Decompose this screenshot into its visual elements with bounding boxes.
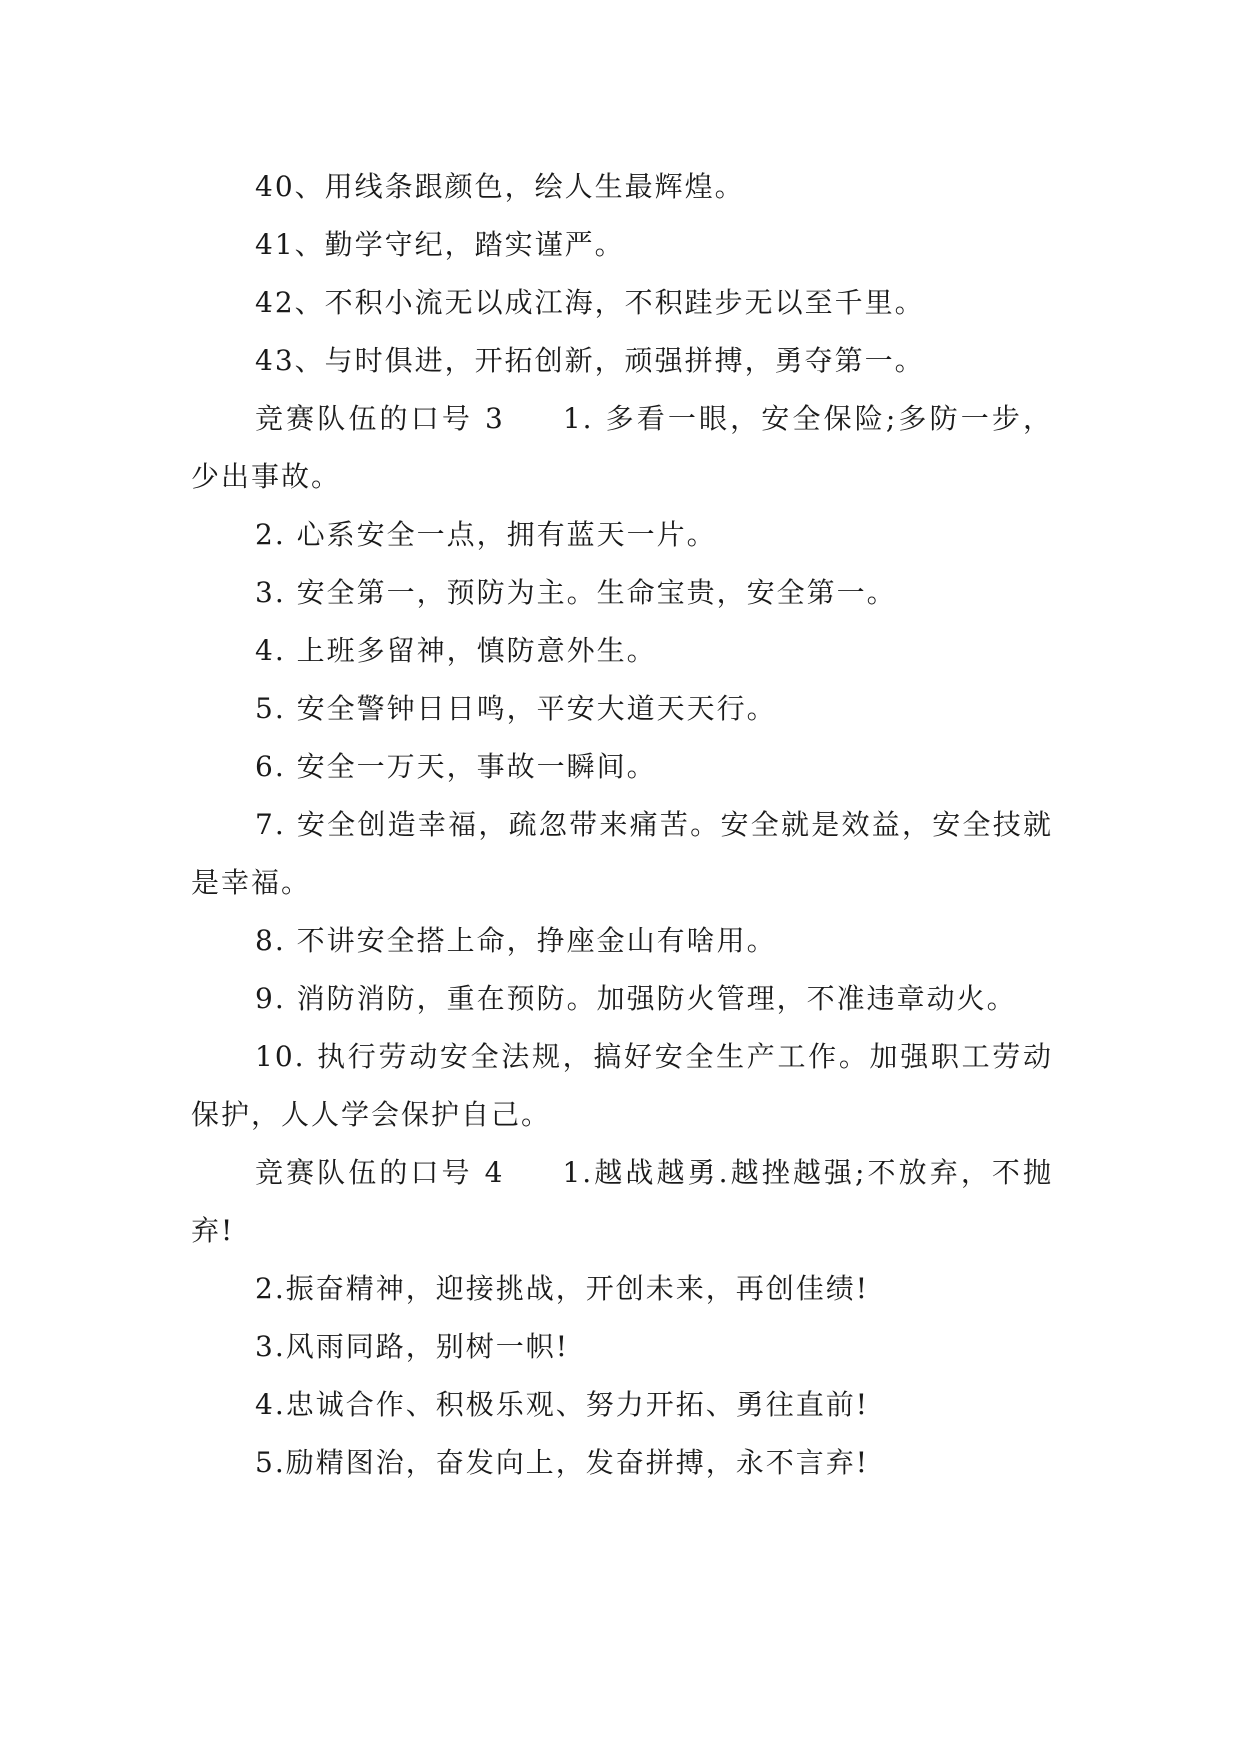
slogan-line: 40、用线条跟颜色，绘人生最辉煌。 — [255, 170, 745, 203]
section-heading: 竞赛队伍的口号 3 — [255, 402, 505, 435]
section-paragraph — [191, 1144, 1053, 1260]
slogan-line: 9. 消防消防，重在预防。加强防火管理，不准违章动火。 — [255, 982, 1017, 1015]
slogan-line: 4. 上班多留神，慎防意外生。 — [255, 634, 657, 667]
slogan-line: 5. 安全警钟日日鸣，平安大道天天行。 — [255, 692, 777, 725]
slogan-text: 1.越战越勇.越挫越强;不放弃，不抛弃! — [191, 1156, 1053, 1247]
slogan-line: 10. 执行劳动安全法规，搞好安全生产工作。加强职工劳动保护，人人学会保护自己。 — [191, 1040, 1053, 1131]
slogan-line: 42、不积小流无以成江海，不积跬步无以至千里。 — [255, 286, 925, 319]
slogan-line: 4.忠诚合作、积极乐观、努力开拓、勇往直前! — [255, 1388, 869, 1421]
slogan-line: 3. 安全第一，预防为主。生命宝贵，安全第一。 — [255, 576, 897, 609]
slogan-line: 2. 心系安全一点，拥有蓝天一片。 — [255, 518, 717, 551]
document-body — [191, 158, 1053, 1492]
slogan-line: 8. 不讲安全搭上命，挣座金山有啥用。 — [255, 924, 777, 957]
slogan-line: 5.励精图治，奋发向上，发奋拼搏，永不言弃! — [255, 1446, 869, 1479]
slogan-line: 7. 安全创造幸福，疏忽带来痛苦。安全就是效益，安全技就是幸福。 — [191, 808, 1053, 899]
slogan-text: 1. 多看一眼，安全保险;多防一步，少出事故。 — [191, 402, 1053, 493]
section-paragraph — [191, 390, 1053, 506]
slogan-line: 6. 安全一万天，事故一瞬间。 — [255, 750, 657, 783]
slogan-line: 3.风雨同路，别树一帜! — [255, 1330, 569, 1363]
slogan-line: 43、与时俱进，开拓创新，顽强拼搏，勇夺第一。 — [255, 344, 925, 377]
slogan-line: 41、勤学守纪，踏实谨严。 — [255, 228, 625, 261]
section-heading: 竞赛队伍的口号 4 — [255, 1156, 505, 1189]
slogan-line: 2.振奋精神，迎接挑战，开创未来，再创佳绩! — [255, 1272, 869, 1305]
